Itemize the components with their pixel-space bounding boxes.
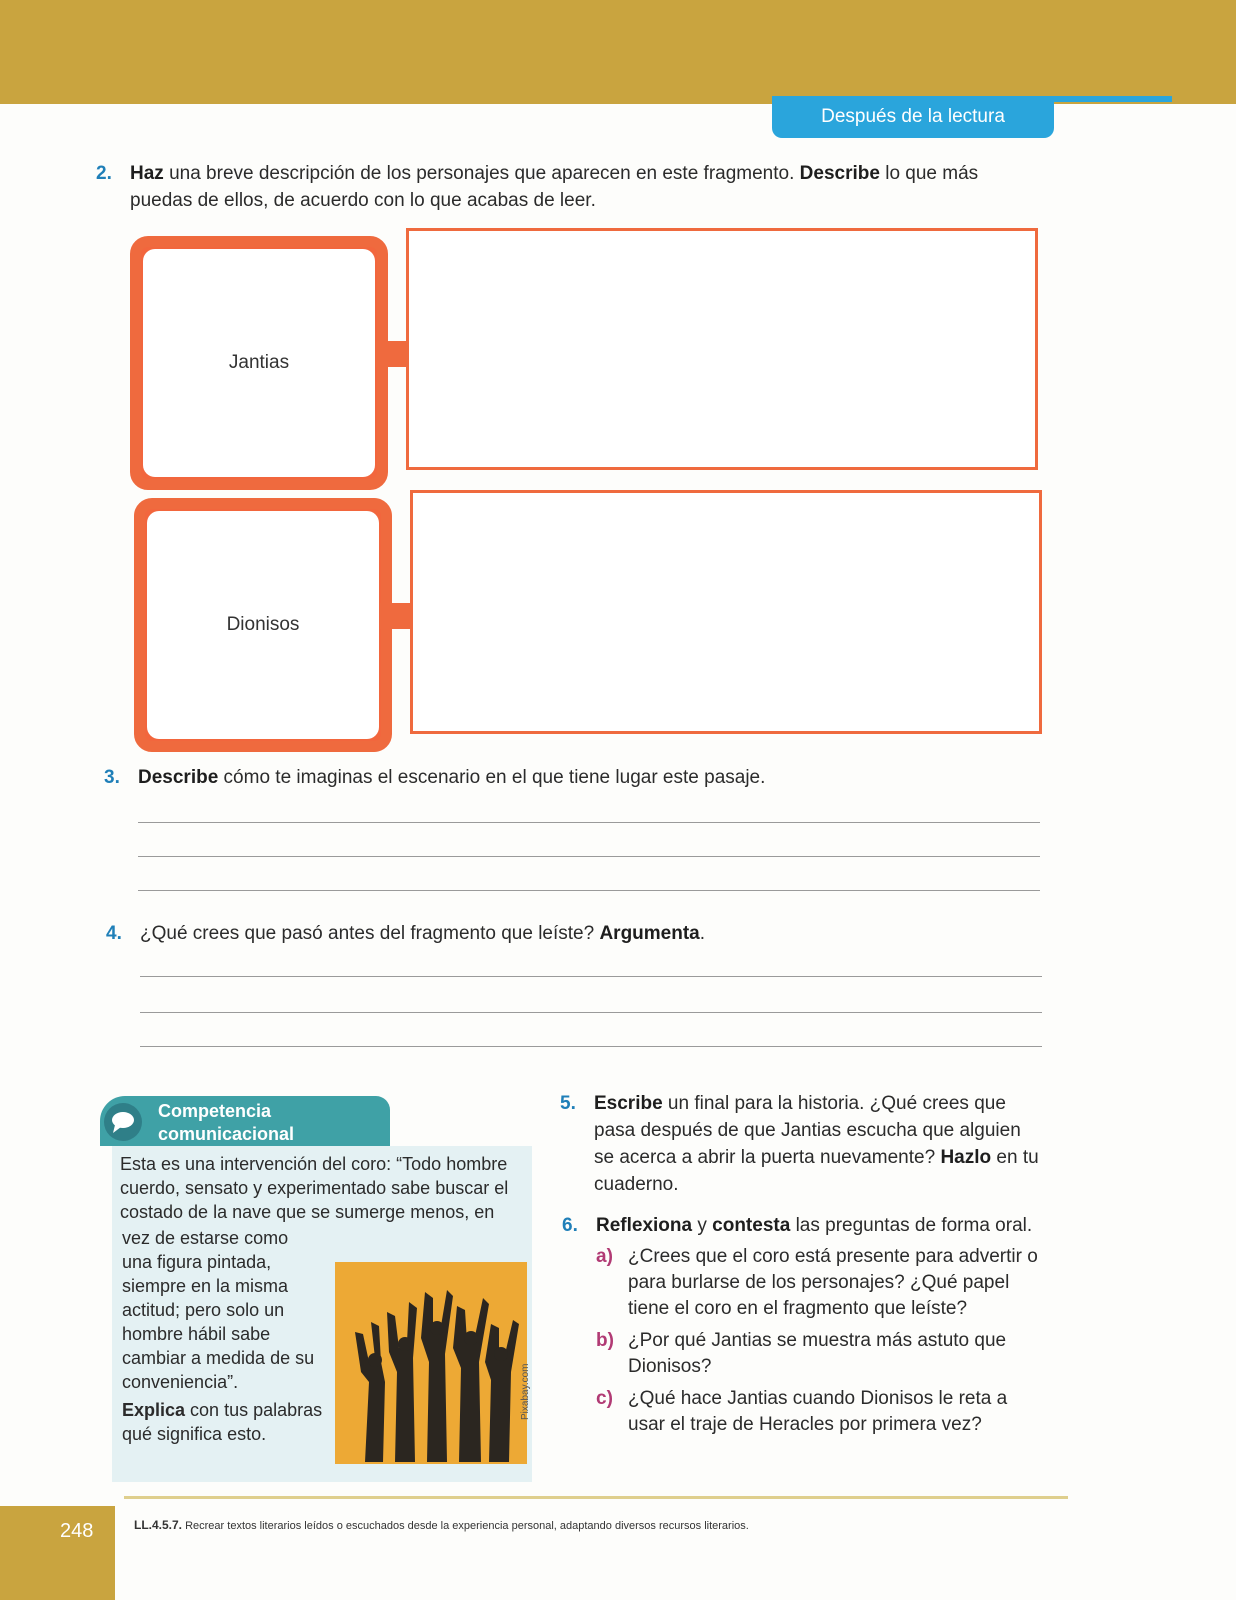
- footer-divider: [124, 1496, 1068, 1499]
- character-card-jantias: [130, 236, 388, 490]
- question-text: ¿Qué crees que pasó antes del fragmento que leíste?: [140, 923, 600, 944]
- question-text: en tu cuaderno.: [594, 1147, 1039, 1195]
- verb: Explica: [122, 1400, 186, 1420]
- title-line: Competencia: [158, 1101, 272, 1121]
- verb: Argumenta: [599, 923, 700, 944]
- title-line: comunicacional: [158, 1124, 295, 1144]
- speech-bubble-icon: [104, 1103, 142, 1141]
- question-number: 2.: [96, 163, 112, 184]
- character-name: Dionisos: [147, 511, 379, 739]
- page-number-box: [0, 1506, 115, 1600]
- question-6a: [596, 1244, 1048, 1322]
- character-name: Jantias: [143, 249, 375, 477]
- connector: [376, 341, 408, 367]
- verb: Reflexiona: [596, 1215, 693, 1236]
- answer-line[interactable]: [140, 1012, 1042, 1013]
- question-text: y: [692, 1215, 713, 1236]
- question-text: una breve descripción de los personajes que aparecen en este fragmento.: [163, 163, 800, 184]
- answer-line[interactable]: [140, 976, 1042, 977]
- punctuation: .: [699, 923, 706, 944]
- question-number: 5.: [560, 1093, 576, 1114]
- chorus-quote-narrow: vez de estarse como una figura pintada, siempre en la misma actitud; pero solo un hombre hábil sabe cambiar a medida de su conveniencia”.: [122, 1228, 315, 1392]
- question-3: [104, 764, 1038, 791]
- chorus-illustration: [335, 1262, 527, 1464]
- question-5: [560, 1090, 1046, 1198]
- question-text: cómo te imaginas el escenario en el que tiene lugar este pasaje.: [218, 767, 766, 788]
- question-number: 6.: [562, 1215, 578, 1236]
- connector: [380, 603, 412, 629]
- skill-code: LL.4.5.7.: [134, 1518, 183, 1532]
- question-number: 4.: [106, 923, 122, 944]
- question-6c: [596, 1386, 1048, 1438]
- answer-line[interactable]: [138, 856, 1040, 857]
- chorus-quote-wide: Esta es una intervención del coro: “Todo hombre cuerdo, sensato y experimentado sabe buscar el costado de la nave que se sumerge menos, en: [120, 1154, 509, 1222]
- character-card-dionisos: [134, 498, 392, 752]
- answer-line[interactable]: [138, 822, 1040, 823]
- item-letter: c): [596, 1388, 613, 1409]
- verb: contesta: [712, 1215, 791, 1236]
- question-number: 3.: [104, 767, 120, 788]
- answer-line[interactable]: [138, 890, 1040, 891]
- verb: Describe: [138, 767, 219, 788]
- top-color-band: [0, 0, 1236, 104]
- question-text: lo que más puedas de ellos, de acuerdo con lo que acabas de leer.: [130, 163, 979, 211]
- item-letter: a): [596, 1246, 613, 1267]
- skill-descriptor: [134, 1518, 749, 1532]
- verb: Escribe: [594, 1093, 663, 1114]
- item-text: ¿Qué hace Jantias cuando Dionisos le reta a usar el traje de Heracles por primera vez?: [628, 1388, 1008, 1435]
- answer-line[interactable]: [140, 1046, 1042, 1047]
- skill-text: Recrear textos literarios leídos o escuchados desde la experiencia personal, adaptando diversos recursos literarios.: [182, 1520, 749, 1532]
- competencia-title: [158, 1100, 294, 1146]
- competencia-prompt: [122, 1398, 332, 1446]
- prompt-text: con tus palabras qué significa esto.: [122, 1400, 323, 1444]
- answer-box-dionisos[interactable]: [410, 490, 1042, 734]
- question-6: [562, 1212, 1048, 1239]
- verb: Hazlo: [940, 1147, 992, 1168]
- section-tab: Después de la lectura: [772, 98, 1054, 138]
- item-text: ¿Por qué Jantias se muestra más astuto que Dionisos?: [628, 1330, 1007, 1377]
- item-text: ¿Crees que el coro está presente para advertir o para burlarse de los personajes? ¿Qué papel tiene el coro en el fragmento que leíste?: [628, 1246, 1038, 1319]
- question-4: [106, 920, 1040, 947]
- verb: Describe: [799, 163, 880, 184]
- page-number: 248: [60, 1520, 94, 1542]
- image-credit: Pixabay.com: [520, 1363, 531, 1420]
- question-text: un final para la historia. ¿Qué crees que pasa después de que Jantias escucha que alguien se acerca a abrir la puerta nuevamente?: [594, 1093, 1021, 1168]
- verb: Haz: [130, 163, 164, 184]
- item-letter: b): [596, 1330, 614, 1351]
- question-6b: [596, 1328, 1048, 1380]
- question-text: las preguntas de forma oral.: [790, 1215, 1033, 1236]
- answer-box-jantias[interactable]: [406, 228, 1038, 470]
- question-2: [96, 160, 1040, 214]
